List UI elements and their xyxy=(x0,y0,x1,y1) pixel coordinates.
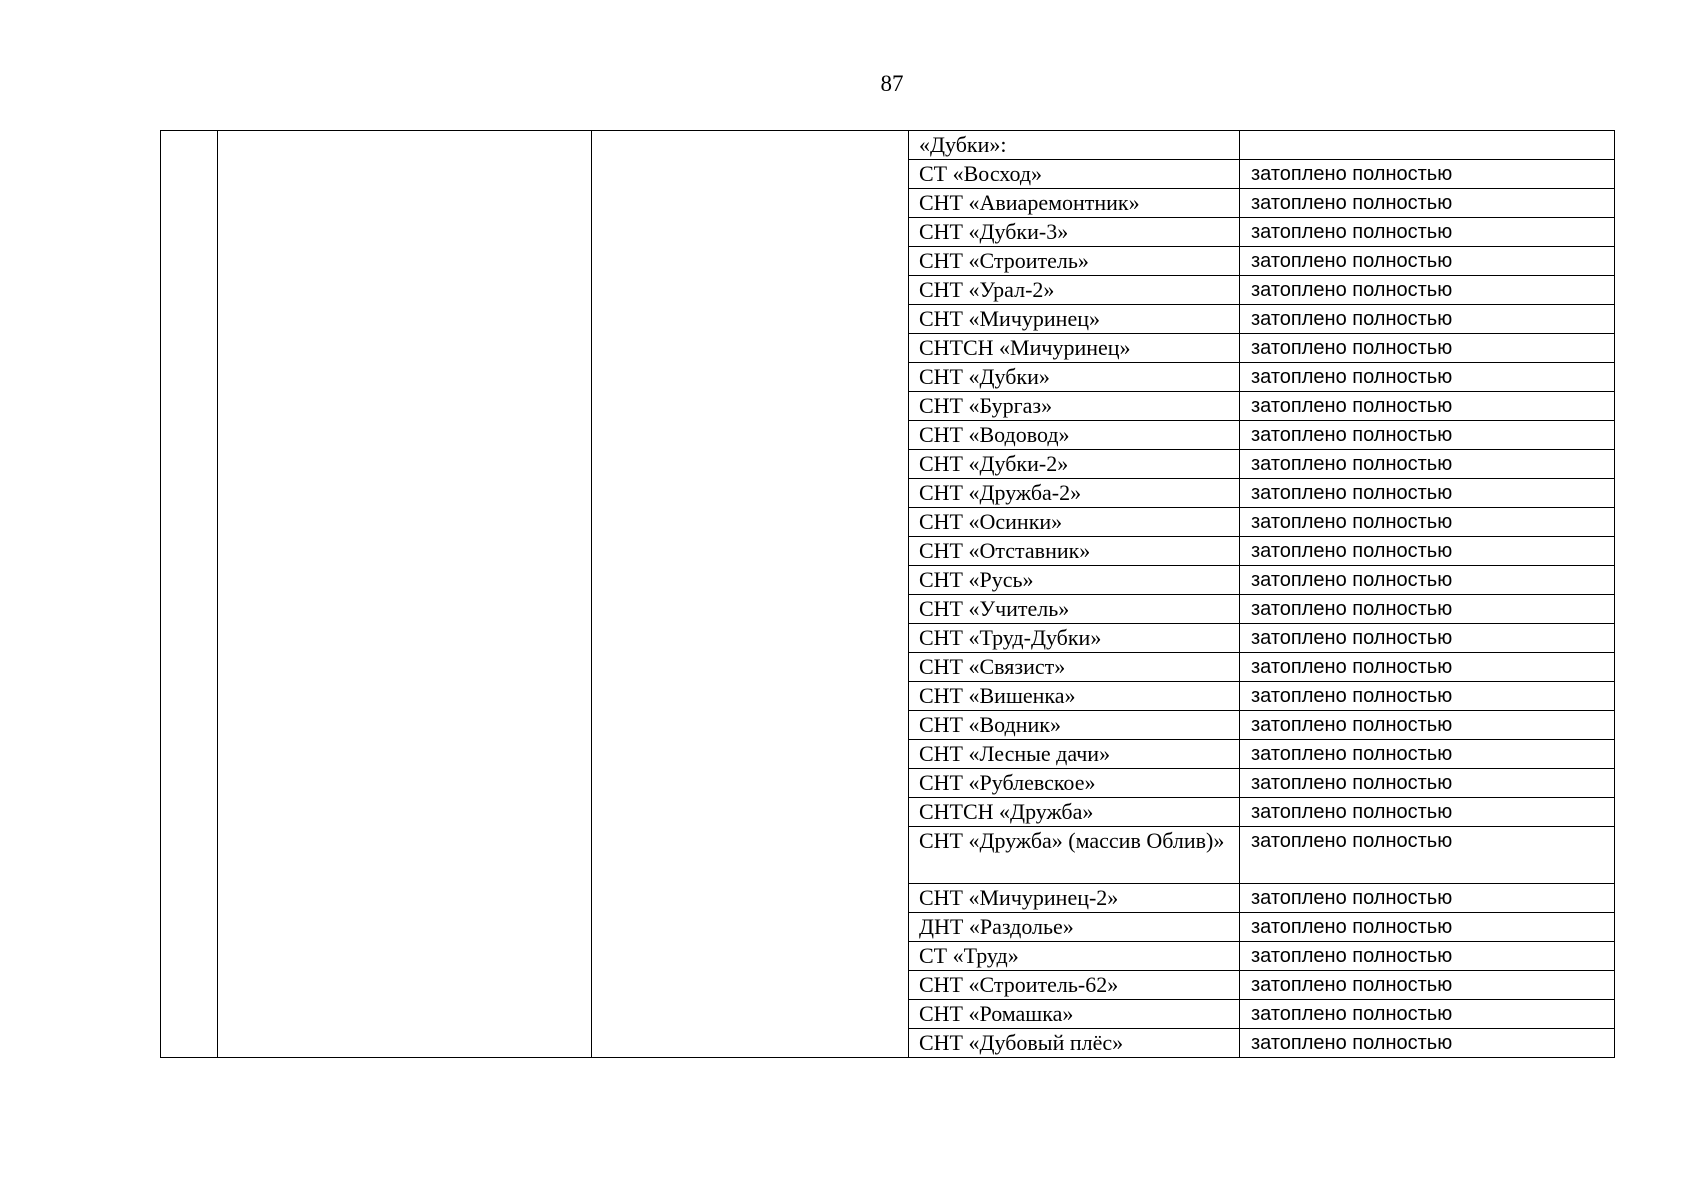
flood-status-cell: затоплено полностью xyxy=(1240,1000,1615,1029)
flood-status-cell: затоплено полностью xyxy=(1240,450,1615,479)
flood-status-cell: затоплено полностью xyxy=(1240,798,1615,827)
flood-status-cell: затоплено полностью xyxy=(1240,160,1615,189)
organization-name-cell: СНТ «Ромашка» xyxy=(909,1000,1240,1029)
organization-name-cell: СНТ «Рублевское» xyxy=(909,769,1240,798)
table-row xyxy=(161,131,1615,160)
flood-status-cell: затоплено полностью xyxy=(1240,740,1615,769)
settlement-cell xyxy=(592,131,909,1058)
organization-name-cell: СНТ «Мичуринец» xyxy=(909,305,1240,334)
flood-status-cell: затоплено полностью xyxy=(1240,479,1615,508)
organization-name-cell: СТ «Восход» xyxy=(909,160,1240,189)
flood-status-cell: затоплено полностью xyxy=(1240,913,1615,942)
flood-status-cell: затоплено полностью xyxy=(1240,334,1615,363)
organization-name-cell: СНТ «Русь» xyxy=(909,566,1240,595)
flood-status-cell: затоплено полностью xyxy=(1240,884,1615,913)
flood-status-cell: затоплено полностью xyxy=(1240,1029,1615,1058)
organization-name-cell: «Дубки»: xyxy=(909,131,1240,160)
organization-name-cell: СНТ «Водовод» xyxy=(909,421,1240,450)
flood-status-cell: затоплено полностью xyxy=(1240,218,1615,247)
organization-name-cell: СНТ «Осинки» xyxy=(909,508,1240,537)
organization-name-cell: СНТСН «Дружба» xyxy=(909,798,1240,827)
organization-name-cell: СНТ «Строитель-62» xyxy=(909,971,1240,1000)
document-table-container xyxy=(160,130,1615,1058)
flood-status-cell: затоплено полностью xyxy=(1240,508,1615,537)
page-number: 87 xyxy=(880,71,904,96)
organization-name-cell: СНТ «Учитель» xyxy=(909,595,1240,624)
flood-status-cell: затоплено полностью xyxy=(1240,363,1615,392)
flood-status-cell: затоплено полностью xyxy=(1240,392,1615,421)
organization-name-cell: СНТСН «Мичуринец» xyxy=(909,334,1240,363)
flood-status-cell: затоплено полностью xyxy=(1240,711,1615,740)
flood-status-cell: затоплено полностью xyxy=(1240,276,1615,305)
flood-status-table xyxy=(160,130,1615,1058)
organization-name-cell: СНТ «Дубовый плёс» xyxy=(909,1029,1240,1058)
flood-status-cell: затоплено полностью xyxy=(1240,247,1615,276)
flood-status-cell xyxy=(1240,131,1615,160)
flood-status-cell: затоплено полностью xyxy=(1240,942,1615,971)
organization-name-cell: СНТ «Строитель» xyxy=(909,247,1240,276)
flood-status-cell: затоплено полностью xyxy=(1240,189,1615,218)
organization-name-cell: ДНТ «Раздолье» xyxy=(909,913,1240,942)
organization-name-cell: СНТ «Лесные дачи» xyxy=(909,740,1240,769)
organization-name-cell: СНТ «Авиаремонтник» xyxy=(909,189,1240,218)
flood-status-cell: затоплено полностью xyxy=(1240,769,1615,798)
organization-name-cell: СНТ «Дружба-2» xyxy=(909,479,1240,508)
organization-name-cell: СНТ «Вишенка» xyxy=(909,682,1240,711)
flood-status-cell: затоплено полностью xyxy=(1240,682,1615,711)
flood-status-cell: затоплено полностью xyxy=(1240,653,1615,682)
organization-name-cell: СНТ «Мичуринец-2» xyxy=(909,884,1240,913)
organization-name-cell: СНТ «Дружба» (массив Облив)» xyxy=(909,827,1240,884)
organization-name-cell: СНТ «Дубки» xyxy=(909,363,1240,392)
organization-name-cell: СНТ «Дубки-2» xyxy=(909,450,1240,479)
flood-status-cell: затоплено полностью xyxy=(1240,305,1615,334)
organization-name-cell: СНТ «Урал-2» xyxy=(909,276,1240,305)
organization-name-cell: СНТ «Дубки-3» xyxy=(909,218,1240,247)
organization-name-cell: СНТ «Связист» xyxy=(909,653,1240,682)
organization-name-cell: СНТ «Труд-Дубки» xyxy=(909,624,1240,653)
territory-cell xyxy=(218,131,592,1058)
row-number-cell xyxy=(161,131,218,1058)
flood-status-cell: затоплено полностью xyxy=(1240,595,1615,624)
organization-name-cell: СНТ «Отставник» xyxy=(909,537,1240,566)
flood-status-cell: затоплено полностью xyxy=(1240,827,1615,884)
organization-name-cell: СНТ «Бургаз» xyxy=(909,392,1240,421)
organization-name-cell: СТ «Труд» xyxy=(909,942,1240,971)
organization-name-cell: СНТ «Водник» xyxy=(909,711,1240,740)
flood-status-cell: затоплено полностью xyxy=(1240,537,1615,566)
flood-status-cell: затоплено полностью xyxy=(1240,421,1615,450)
flood-status-cell: затоплено полностью xyxy=(1240,971,1615,1000)
flood-status-cell: затоплено полностью xyxy=(1240,624,1615,653)
table-body xyxy=(161,131,1615,1058)
flood-status-cell: затоплено полностью xyxy=(1240,566,1615,595)
